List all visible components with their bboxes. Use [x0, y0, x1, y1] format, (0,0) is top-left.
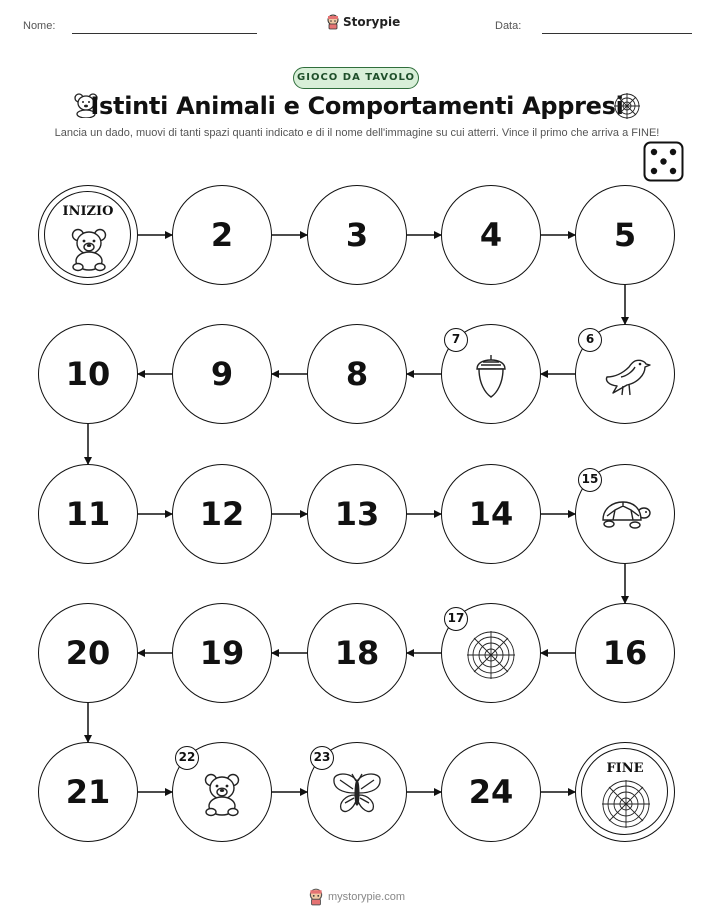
- board-space-23: [307, 742, 407, 842]
- space-number-badge: 7: [444, 328, 468, 352]
- space-number: 14: [468, 495, 514, 533]
- space-number: 2: [210, 216, 234, 254]
- space-number: 10: [65, 355, 111, 393]
- board-space-15: [575, 464, 675, 564]
- space-number: 20: [65, 634, 111, 672]
- bird-icon: [599, 353, 651, 403]
- space-number: 4: [479, 216, 503, 254]
- space-number: 21: [65, 773, 111, 811]
- board-space-21: [38, 742, 138, 842]
- space-number: 11: [65, 495, 111, 533]
- board-finish-space: [575, 742, 675, 842]
- board-space-24: [441, 742, 541, 842]
- storypie-logo-icon: [308, 888, 324, 906]
- board-space-6: [575, 324, 675, 424]
- space-number: 8: [345, 355, 369, 393]
- acorn-icon: [473, 353, 509, 403]
- footer: [308, 888, 405, 906]
- space-number-badge: 6: [578, 328, 602, 352]
- board-space-12: [172, 464, 272, 564]
- footer-url: mystorypie.com: [328, 891, 406, 903]
- instructions: Lancia un dado, muovi di tanti spazi quanti indicato e di il nome dell'immagine su cui atterri. Vince il primo che arriva a FINE!: [54, 127, 660, 139]
- board-space-11: [38, 464, 138, 564]
- space-number-badge: 22: [175, 746, 199, 770]
- space-number: 5: [613, 216, 637, 254]
- board-space-13: [307, 464, 407, 564]
- date-label: Data:: [495, 20, 522, 32]
- space-number-badge: 23: [310, 746, 334, 770]
- page-title: Istinti Animali e Comportamenti Appresi: [90, 92, 624, 120]
- board-space-7: [441, 324, 541, 424]
- name-label: Nome:: [23, 20, 56, 32]
- board-space-10: [38, 324, 138, 424]
- board-space-8: [307, 324, 407, 424]
- space-number: 24: [468, 773, 514, 811]
- brand-name: Storypie: [343, 15, 401, 29]
- board-space-9: [172, 324, 272, 424]
- board-space-14: [441, 464, 541, 564]
- space-number: 18: [334, 634, 380, 672]
- board-space-18: [307, 603, 407, 703]
- category-badge: GIOCO DA TAVOLO: [293, 67, 419, 89]
- space-number: 12: [199, 495, 245, 533]
- spider-web-icon: [601, 779, 651, 833]
- space-number: 19: [199, 634, 245, 672]
- space-number-badge: 17: [444, 607, 468, 631]
- spider-web-icon: [466, 630, 516, 684]
- space-label: INIZIO: [62, 204, 114, 219]
- board-space-22: [172, 742, 272, 842]
- board-space-5: [575, 185, 675, 285]
- board-space-4: [441, 185, 541, 285]
- bear-icon: [67, 226, 111, 276]
- bear-icon: [200, 771, 244, 821]
- space-number: 16: [602, 634, 648, 672]
- board-space-19: [172, 603, 272, 703]
- space-number-badge: 15: [578, 468, 602, 492]
- space-number: 13: [334, 495, 380, 533]
- board-space-20: [38, 603, 138, 703]
- space-label: FINE: [606, 761, 644, 776]
- butterfly-icon: [331, 771, 383, 821]
- space-number: 9: [210, 355, 234, 393]
- board-space-16: [575, 603, 675, 703]
- board-space-2: [172, 185, 272, 285]
- board-space-17: [441, 603, 541, 703]
- board-start-space: [38, 185, 138, 285]
- board-space-3: [307, 185, 407, 285]
- turtle-icon: [599, 498, 651, 538]
- space-number: 3: [345, 216, 369, 254]
